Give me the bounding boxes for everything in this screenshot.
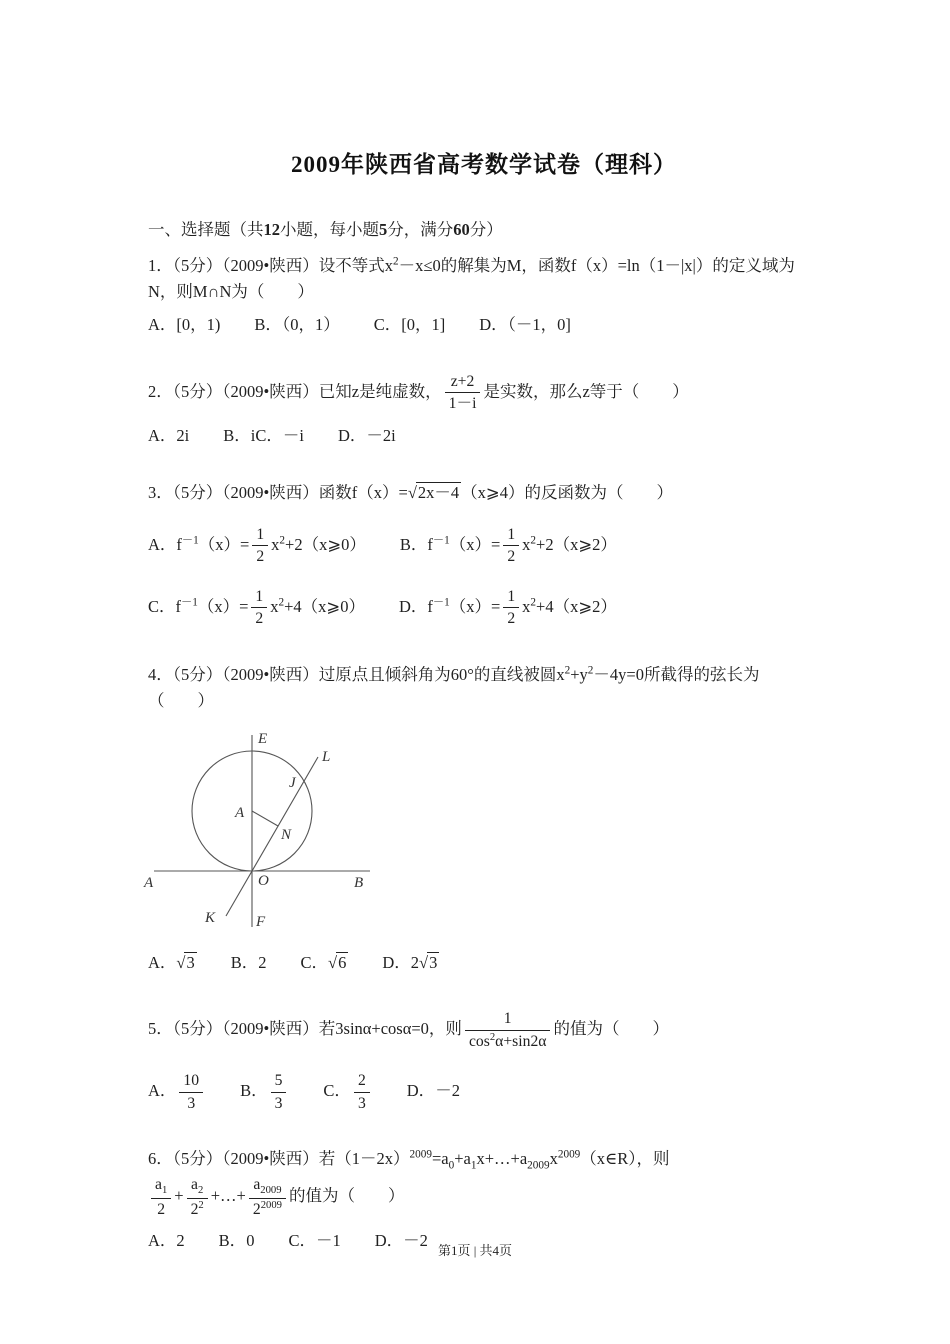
fraction-numerator: 1	[251, 587, 267, 609]
question-4-option-B: B．2	[230, 952, 267, 972]
option-label: D．	[406, 1081, 436, 1101]
option-label: D．	[337, 425, 367, 445]
subscript: 2	[197, 1184, 204, 1196]
superscript: －1	[432, 534, 450, 547]
question-3-option-C: C．$f^{-1}(x)=$ $\frac{1}{2}$ $x^2+4(x⩾0)$	[148, 587, 365, 628]
section-heading: 一、选择题（共12小题，每小题5分，满分60分）	[148, 220, 503, 239]
question-3-stem: 3．（5分）（2009•陕西）函数f（x）=√ 2x－4 （x⩾4）的反函数为（ ）	[148, 483, 673, 503]
question-5-option-A	[148, 1069, 206, 1115]
radius-AN	[252, 811, 278, 826]
question-3-options-row	[148, 523, 820, 569]
fraction	[465, 1009, 551, 1051]
option-label: C．	[288, 1231, 316, 1251]
fraction-numerator: z+2	[445, 372, 481, 394]
subscript: 2009	[260, 1184, 282, 1196]
option-label: B．	[230, 952, 259, 972]
option-label: B．	[223, 425, 251, 445]
square-root	[176, 952, 196, 972]
fraction-denominator: $\cos^2\alpha+\sin 2\alpha$	[468, 1031, 547, 1050]
fraction-numerator: $a_1$	[151, 1175, 171, 1199]
superscript: 2	[393, 255, 399, 268]
question-3-option-A: A．$f^{-1}(x)=$ $\frac{1}{2}$ $x^2+2(x⩾0)$	[148, 525, 366, 566]
fraction-denominator: 2	[256, 548, 265, 566]
option-label: C．	[300, 952, 329, 972]
radical-sign-icon: √	[176, 952, 185, 972]
fraction	[445, 372, 481, 414]
option-label: A．	[148, 1081, 177, 1101]
superscript: 2009	[409, 1148, 432, 1161]
question-6-option-D: D．－2	[374, 1231, 428, 1251]
question-1	[148, 253, 820, 339]
question-6-option-B: B．0	[218, 1231, 255, 1251]
exam-content	[144, 146, 820, 1286]
fraction-denominator: $2^{2009}$	[252, 1199, 282, 1218]
option-label: A．	[148, 315, 177, 335]
option-label: D．	[382, 952, 411, 972]
fraction	[179, 1071, 203, 1113]
chord-line-KL	[226, 757, 318, 916]
option-label: C．	[255, 425, 283, 445]
fraction-denominator: 3	[357, 1094, 366, 1112]
point-label-F: F	[256, 913, 266, 930]
square-root	[419, 952, 439, 972]
question-3-option-B: B．$f^{-1}(x)=$ $\frac{1}{2}$ $x^2+2(x⩾2)$	[399, 525, 617, 566]
radicand: 6	[338, 952, 347, 972]
fraction-denominator: $2^2$	[190, 1199, 204, 1218]
question-1-option-D: D．（－1，0]	[479, 315, 571, 335]
radicand: 3	[429, 952, 438, 972]
fraction-denominator: 3	[274, 1094, 283, 1112]
option-label: B．	[254, 315, 282, 335]
fraction-denominator: 2	[157, 1200, 166, 1218]
question-4-option-C	[301, 950, 349, 976]
question-5-option-B	[240, 1069, 289, 1115]
question-3-option-D: D．$f^{-1}(x)=$ $\frac{1}{2}$ $x^2+4(x⩾2)$	[399, 587, 617, 628]
fraction-numerator: $a_{2009}$	[249, 1175, 286, 1199]
radical-sign-icon: √	[328, 952, 337, 972]
superscript: －1	[181, 596, 198, 609]
fraction	[503, 525, 519, 567]
fraction	[187, 1175, 208, 1219]
page-title: 2009年陕西省高考数学试卷（理科）	[291, 152, 677, 177]
question-3-options-row	[148, 585, 820, 631]
question-4-stem: 4．（5分）（2009•陕西）过原点且倾斜角为60°的直线被圆$x^2+y^2-4y=0$所截得的弦长为 （ ）	[148, 664, 760, 711]
question-1-option-C: C．[0，1]	[373, 315, 446, 335]
option-label: A．	[148, 425, 177, 445]
fraction-numerator: 2	[354, 1071, 370, 1093]
superscript: 2	[530, 534, 537, 547]
question-6	[148, 1146, 820, 1254]
superscript: 2009	[557, 1148, 581, 1161]
question-4-options-row	[148, 950, 820, 976]
point-label-A-left: A	[144, 874, 154, 891]
question-5-stem: 5．（5分）（2009•陕西）若3sinα+cosα=0，则 $\frac{1}{\cos^2\alpha+\sin 2\alpha}$ 的值为（ ）	[148, 1010, 669, 1050]
question-1-stem: 1．（5分）（2009•陕西）设不等式$x^2-x\le 0$的解集为M，函数f（x）=ln（1－|x|）的定义域为N，则M∩N为（ ）	[148, 255, 795, 301]
fraction-denominator: 1－i	[448, 395, 477, 413]
question-2-option-D: D．－2i	[337, 425, 396, 445]
question-5-options-row	[148, 1069, 820, 1115]
square-root	[408, 482, 461, 502]
point-label-N: N	[281, 826, 292, 843]
page-footer: 第1页 | 共4页	[437, 1243, 513, 1258]
subscript: 1	[161, 1184, 168, 1196]
fraction-denominator: 2	[507, 610, 516, 628]
point-label-B: B	[354, 874, 364, 891]
subscript: 1	[470, 1159, 477, 1172]
question-list	[144, 253, 820, 1255]
radical-sign-icon: √	[407, 483, 416, 503]
option-label: A．	[148, 1231, 177, 1251]
superscript: 2	[198, 1199, 204, 1211]
bold-text: 60	[453, 220, 470, 239]
superscript: 2	[530, 596, 537, 609]
fraction-denominator: 2	[507, 548, 516, 566]
question-2-stem: 2．（5分）（2009•陕西）已知z是纯虚数， $\frac{z+2}{1-i}$ 是实数，那么z等于（ ）	[148, 372, 689, 413]
bold-text: 5	[379, 220, 388, 239]
bold-text: 12	[263, 220, 280, 239]
fraction-numerator: 1	[252, 525, 268, 547]
fraction	[249, 1175, 286, 1219]
question-4-option-A	[148, 950, 197, 976]
subscript: 0	[448, 1159, 455, 1172]
superscript: －1	[432, 596, 450, 609]
option-label: C．	[373, 315, 402, 335]
question-6-option-C: C．－1	[288, 1231, 341, 1251]
fraction	[252, 525, 268, 567]
superscript: 2	[587, 664, 594, 677]
fraction-numerator: 1	[503, 587, 519, 609]
fraction-denominator: 3	[187, 1094, 196, 1112]
fraction-numerator: 1	[503, 525, 519, 547]
fraction-numerator: 10	[179, 1071, 203, 1093]
fraction-numerator: $a_2$	[187, 1175, 208, 1199]
option-label: C．	[148, 596, 176, 616]
question-6-stem: 6．（5分）（2009•陕西）若$(1-2x)^{2009}=a_0+a_1x+\dots+a_{2009}x^{2009}(x\in R)$，则 $\frac{a_1}{2}$ + $\frac{a_2}{2^2}$ +…+ $\frac{a_{2009}}{2^{2009}}$ 的值为（ ）	[148, 1148, 670, 1218]
superscript: 2	[564, 664, 571, 677]
question-2	[148, 370, 820, 450]
question-4-option-D: D．2√ 3	[382, 952, 438, 972]
radicand: 3	[186, 952, 195, 972]
fraction	[251, 587, 267, 629]
radicand: 2x－4	[417, 483, 460, 503]
question-6-option-A: A．2	[148, 1231, 185, 1251]
option-label: D．	[374, 1231, 404, 1251]
superscript: 2	[489, 1031, 496, 1043]
superscript: 2	[279, 534, 286, 547]
point-label-A-center: A	[235, 804, 245, 821]
option-label: A．	[148, 534, 177, 554]
question-2-option-A: A．2i	[148, 425, 190, 445]
fraction	[271, 1071, 287, 1113]
question-2-option-C: C．－i	[255, 425, 304, 445]
option-label: D．	[479, 315, 508, 335]
point-label-K: K	[205, 909, 216, 926]
question-3	[148, 480, 820, 631]
superscript: 2009	[260, 1199, 282, 1211]
fraction-denominator: 2	[255, 610, 264, 628]
option-label: B．	[399, 534, 428, 554]
question-5-option-D: D．－2	[406, 1081, 460, 1101]
question-5	[148, 1007, 820, 1115]
fraction-numerator: 1	[465, 1009, 551, 1031]
superscript: 2	[278, 596, 285, 609]
question-5-option-C	[323, 1069, 372, 1115]
question-1-options-row	[148, 312, 820, 338]
question-1-option-A: A．[0，1)	[148, 315, 221, 335]
point-label-E: E	[258, 730, 268, 747]
subscript: 2009	[527, 1159, 550, 1172]
superscript: －1	[181, 534, 199, 547]
option-label: A．	[148, 952, 177, 972]
point-label-L: L	[322, 748, 331, 765]
question-1-option-B: B．（0，1）	[254, 315, 340, 335]
point-label-J: J	[289, 774, 296, 791]
question4-diagram	[142, 721, 442, 943]
fraction	[503, 587, 519, 629]
fraction-numerator: 5	[271, 1071, 287, 1093]
point-label-O: O	[258, 872, 269, 889]
fraction	[151, 1175, 171, 1219]
question-4	[144, 662, 820, 976]
radical-sign-icon: √	[419, 952, 428, 972]
option-label: D．	[399, 596, 428, 616]
fraction	[354, 1071, 370, 1113]
option-label: B．	[240, 1081, 268, 1101]
question-2-option-B: B．i	[223, 425, 256, 445]
question-2-options-row	[148, 423, 820, 449]
square-root	[328, 952, 348, 972]
option-label: C．	[323, 1081, 351, 1101]
option-label: B．	[218, 1231, 247, 1251]
